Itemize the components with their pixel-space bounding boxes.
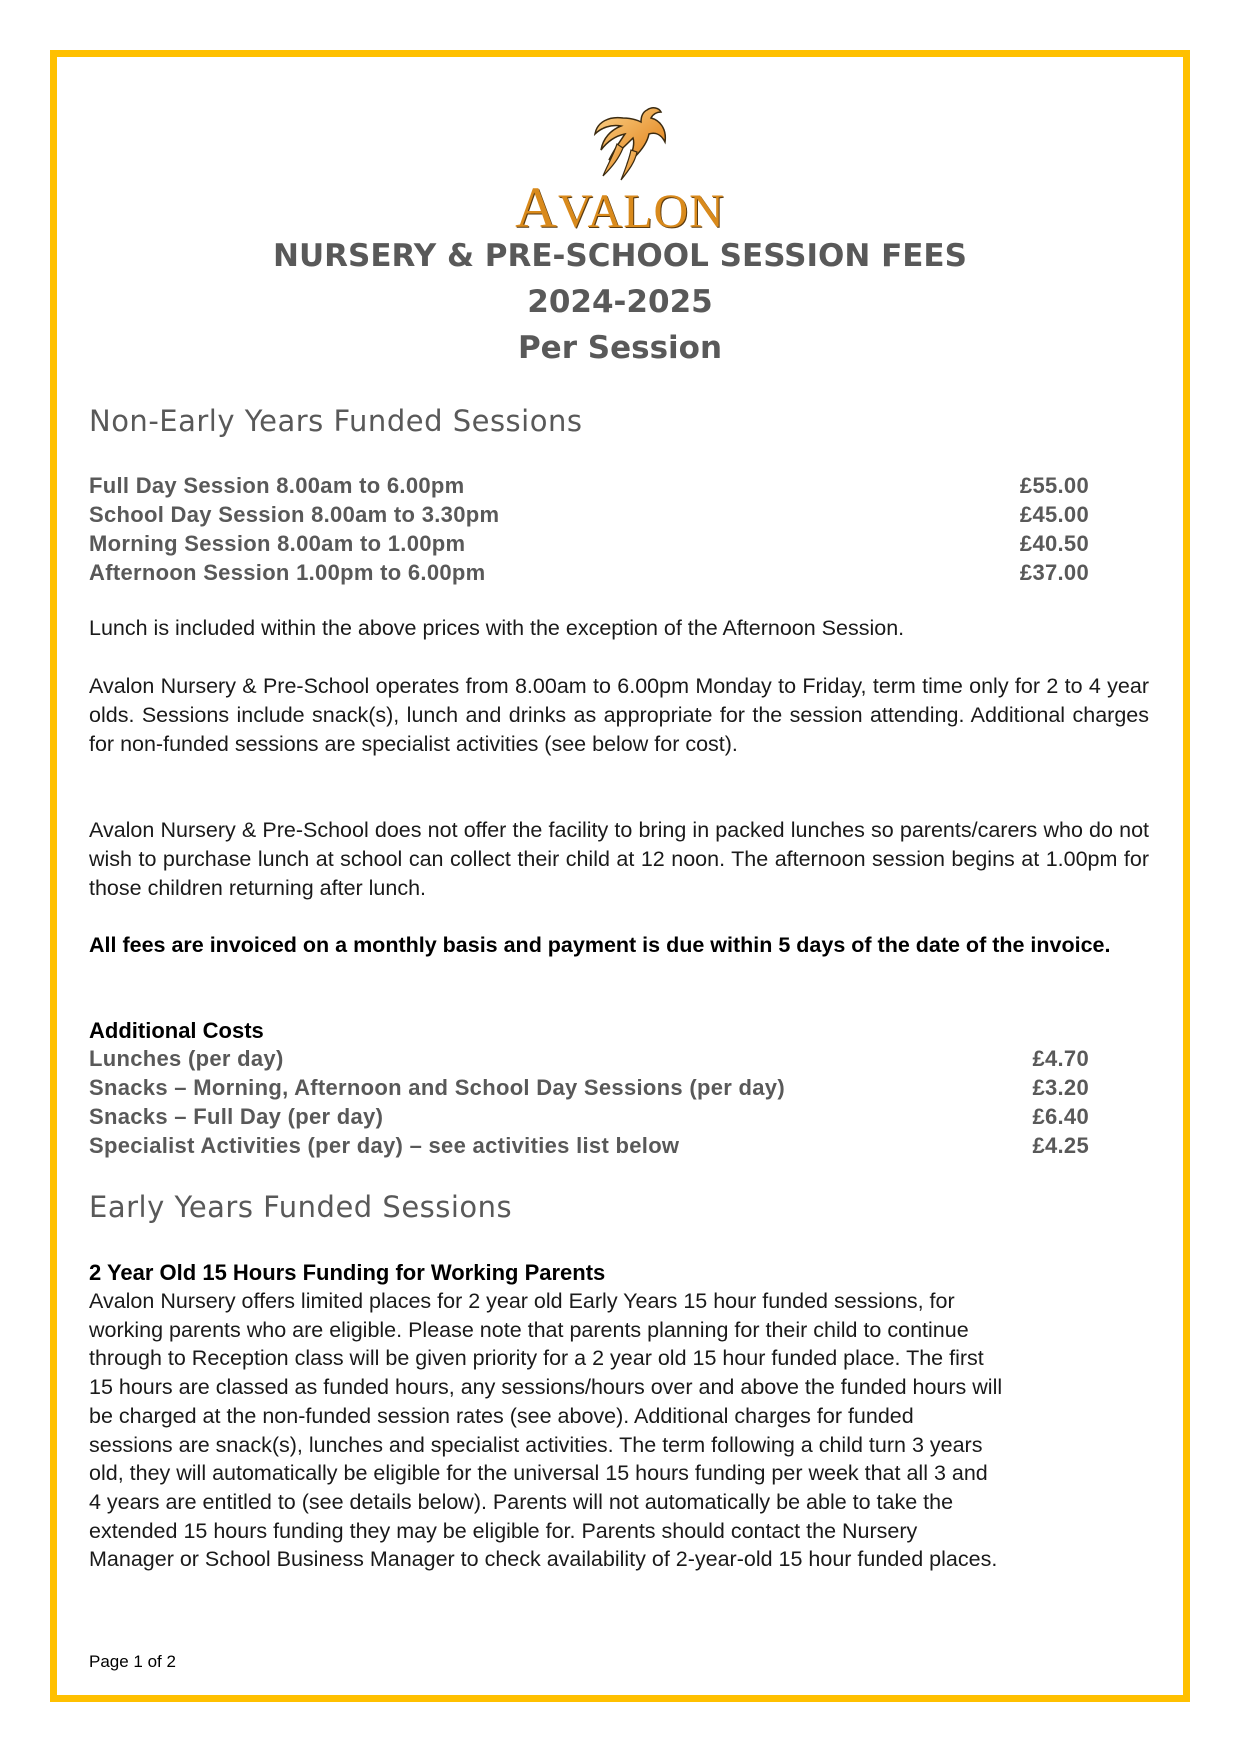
funded-line: 15 hours are classed as funded hours, any sessions/hours over and above the funded hours will — [89, 1375, 1003, 1400]
avalon-logo — [505, 104, 735, 240]
cost-price: £4.25 — [1032, 1133, 1089, 1158]
phoenix-icon — [587, 104, 671, 182]
funded-subheading: 2 Year Old 15 Hours Funding for Working Parents — [89, 1260, 606, 1285]
logo-rest: VALON — [558, 185, 725, 238]
cost-price: £6.40 — [1032, 1104, 1089, 1129]
operations-paragraph: Avalon Nursery & Pre-School operates from 8.00am to 6.00pm Monday to Friday, term time only for 2 to 4 year olds. Sessions include snack(s), lunch and drinks as appropriate for the session attending. Additional charges for non-funded sessions are specialist activities (see below for cost). — [89, 674, 1149, 756]
document-title: NURSERY & PRE-SCHOOL SESSION FEES — [273, 238, 967, 274]
document-year: 2024-2025 — [527, 284, 713, 320]
session-label: Morning Session 8.00am to 1.00pm — [89, 531, 466, 556]
session-label: Full Day Session 8.00am to 6.00pm — [89, 473, 465, 498]
cost-price: £3.20 — [1032, 1075, 1089, 1100]
session-label: Afternoon Session 1.00pm to 6.00pm — [89, 560, 486, 585]
session-row — [89, 560, 1089, 586]
session-row — [89, 502, 1089, 528]
funded-line: through to Reception class will be given priority for a 2 year old 15 hour funded place. The first — [89, 1346, 984, 1371]
funded-paragraph — [89, 1287, 1149, 1574]
cost-label: Snacks – Morning, Afternoon and School Day Sessions (per day) — [89, 1075, 785, 1100]
funded-line: 4 years are entitled to (see details below). Parents will not automatically be able to take the — [89, 1489, 954, 1514]
funded-line: old, they will automatically be eligible for the universal 15 hours funding per week that all 3 and — [89, 1461, 988, 1486]
session-row — [89, 473, 1089, 499]
session-price: £37.00 — [1019, 560, 1089, 585]
cost-row — [89, 1104, 1089, 1130]
funded-line: be charged at the non-funded session rates (see above). Additional charges for funded — [89, 1403, 914, 1428]
session-row — [89, 531, 1089, 557]
funded-line: sessions are snack(s), lunches and specialist activities. The term following a child turn 3 years — [89, 1432, 983, 1457]
packed-lunch-paragraph: Avalon Nursery & Pre-School does not offer the facility to bring in packed lunches so parents/carers who do not wish to purchase lunch at school can collect their child at 12 noon. The afternoon session begins at 1.00pm for those children returning after lunch. — [89, 818, 1149, 900]
session-price: £55.00 — [1019, 473, 1089, 498]
funded-line: working parents who are eligible. Please note that parents planning for their child to continue — [89, 1317, 969, 1342]
cost-row — [89, 1046, 1089, 1072]
funded-heading: Early Years Funded Sessions — [89, 1190, 513, 1224]
cost-label: Snacks – Full Day (per day) — [89, 1104, 384, 1129]
page-number: Page 1 of 2 — [89, 1652, 176, 1671]
funded-line: extended 15 hours funding they may be eligible for. Parents should contact the Nursery — [89, 1518, 918, 1543]
funded-line: Avalon Nursery offers limited places for 2 year old Early Years 15 hour funded sessions, for — [89, 1289, 955, 1313]
invoice-note: All fees are invoiced on a monthly basis and payment is due within 5 days of the date of the invoice. — [89, 933, 1111, 957]
cost-label: Lunches (per day) — [89, 1046, 284, 1071]
additional-costs-heading: Additional Costs — [89, 1018, 264, 1043]
document-subtitle: Per Session — [517, 330, 723, 366]
logo-first-letter: A — [515, 175, 559, 240]
non-funded-heading: Non-Early Years Funded Sessions — [89, 404, 583, 438]
funded-line: Manager or School Business Manager to check availability of 2-year-old 15 hour funded places. — [89, 1547, 998, 1572]
lunch-note: Lunch is included within the above prices with the exception of the Afternoon Session. — [89, 616, 905, 640]
cost-label: Specialist Activities (per day) – see activities list below — [89, 1133, 680, 1158]
session-price: £45.00 — [1019, 502, 1089, 527]
session-label: School Day Session 8.00am to 3.30pm — [89, 502, 500, 527]
logo-wordmark — [505, 174, 735, 241]
session-price: £40.50 — [1019, 531, 1089, 556]
cost-row — [89, 1075, 1089, 1101]
cost-price: £4.70 — [1032, 1046, 1089, 1071]
cost-row — [89, 1133, 1089, 1159]
